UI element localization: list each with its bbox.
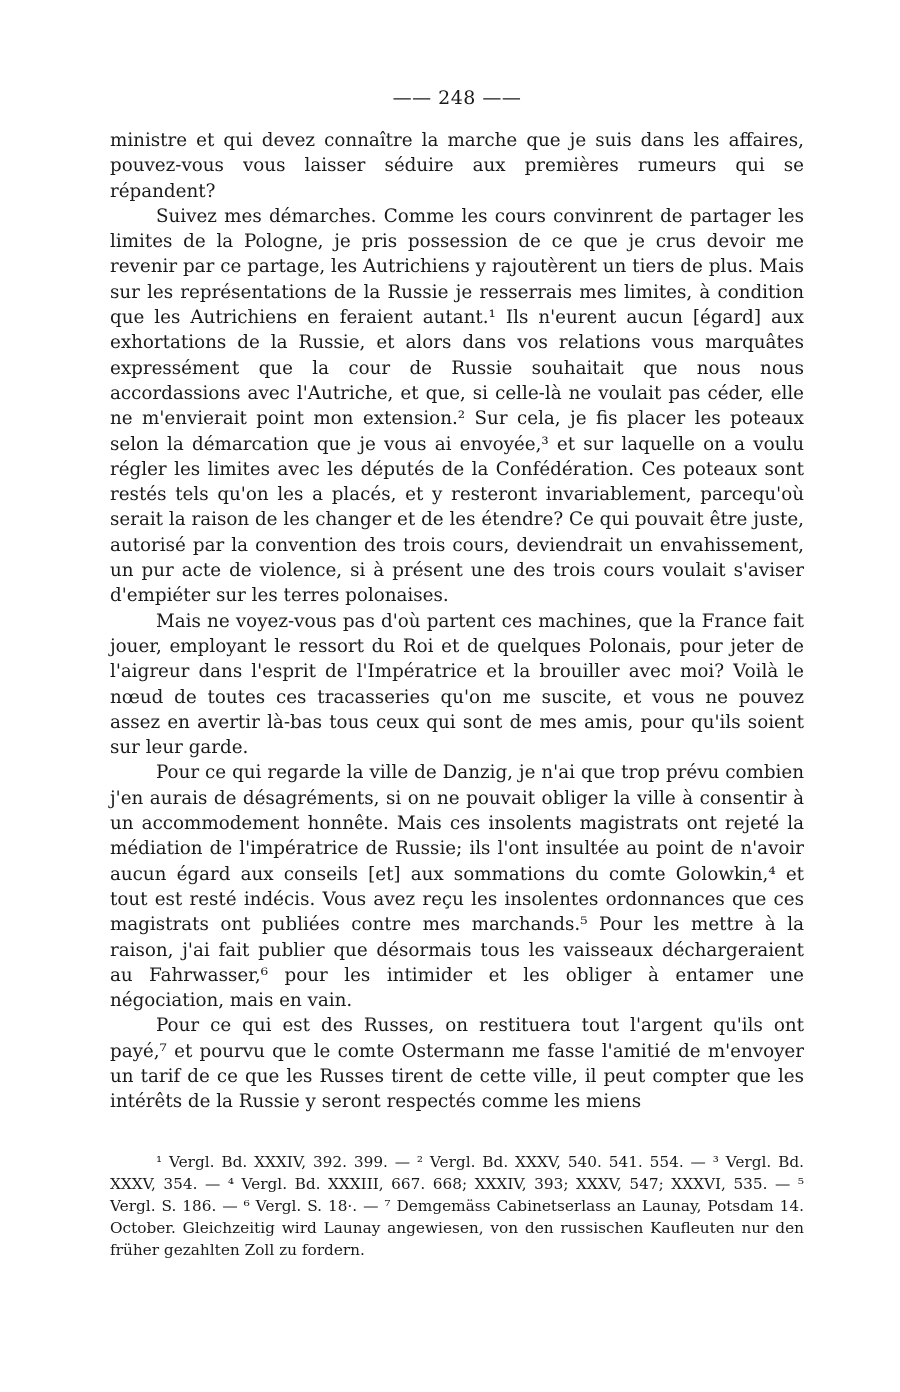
paragraph-2: Suivez mes démarches. Comme les cours convinrent de partager les limites de la Pologne, je pris possession de ce que je crus devoir me revenir par ce partage, les Autrichiens y rajoutèrent un tiers de plus. Mais sur les représentations de la Russie je resserrais mes limites, à condition que les Autrichiens en feraient autant.¹ Ils n'eurent aucun [égard] aux exhortations de la Russie, et alors dans vos relations vous marquâtes expressément que la cour de Russie souhaitait que nous nous accordassions avec l'Autriche, et que, si celle-là ne voulait pas céder, elle ne m'envierait point mon extension.² Sur cela, je fis placer les poteaux selon la démarcation que je vous ai envoyée,³ et sur laquelle on a voulu régler les limites avec les députés de la Confédération. Ces poteaux sont restés tels qu'on les a placés, et y resteront invariablement, parcequ'où serait la raison de les changer et de les étendre? Ce qui pouvait être juste, autorisé par la convention des trois cours, deviendrait un envahissement, un pur acte de violence, si à présent une des trois cours voulait s'aviser d'empiéter sur les terres polonaises. xyxy=(110,205,804,607)
paragraph-5: Pour ce qui est des Russes, on restituera tout l'argent qu'ils ont payé,⁷ et pourvu que le comte Ostermann me fasse l'amitié de m'envoyer un tarif de ce que les Russes tirent de cette ville, il peut compter que les intérêts de la Russie y seront respectés comme les miens xyxy=(110,1015,804,1113)
footnotes xyxy=(110,1151,804,1261)
page-number: —— 248 —— xyxy=(392,87,522,109)
footnote-block: ¹ Vergl. Bd. XXXIV, 392. 399. — ² Vergl. Bd. XXXV, 540. 541. 554. — ³ Vergl. Bd. XXXV, 354. — ⁴ Vergl. Bd. XXXIII, 667. 668; XXXIV, 393; XXXV, 547; XXXVI, 535. — ⁵ Vergl. S. 186. — ⁶ Vergl. S. 18·. — ⁷ Demgemäss Cabinetserlass an Launay, Potsdam 14. October. Gleichzeitig wird Launay angewiesen, von den russischen Kaufleuten nur den früher gezahlten Zoll zu fordern. xyxy=(110,1152,804,1259)
page xyxy=(110,84,804,1261)
paragraph-3: Mais ne voyez-vous pas d'où partent ces machines, que la France fait jouer, employant le ressort du Roi et de quelques Polonais, pour jeter de l'aigreur dans l'esprit de l'Impératrice et la brouiller avec moi? Voilà le nœud de toutes ces tracasseries qu'on me suscite, et vous ne pouvez assez en avertir là-bas tous ceux qui sont de mes amis, pour qu'ils soient sur leur garde. xyxy=(110,610,804,759)
body-text xyxy=(110,128,804,1115)
paragraph-1: ministre et qui devez connaître la marche que je suis dans les affaires, pouvez-vous vous laisser séduire aux premières rumeurs qui se répandent? xyxy=(110,130,804,202)
paragraph-4: Pour ce qui regarde la ville de Danzig, je n'ai que trop prévu combien j'en aurais de désagréments, si on ne pouvait obliger la ville à consentir à un accommodement honnête. Mais ces insolents magistrats ont rejeté la médiation de l'impératrice de Russie; ils l'ont insultée au point de n'avoir aucun égard aux conseils [et] aux sommations du comte Golowkin,⁴ et tout est resté indécis. Vous avez reçu les insolentes ordonnances que ces magistrats ont publiées contre mes marchands.⁵ Pour les mettre à la raison, j'ai fait publier que désormais tous les vaisseaux déchargeraient au Fahrwasser,⁶ pour les intimider et les obliger à entamer une négociation, mais en vain. xyxy=(110,762,804,1012)
